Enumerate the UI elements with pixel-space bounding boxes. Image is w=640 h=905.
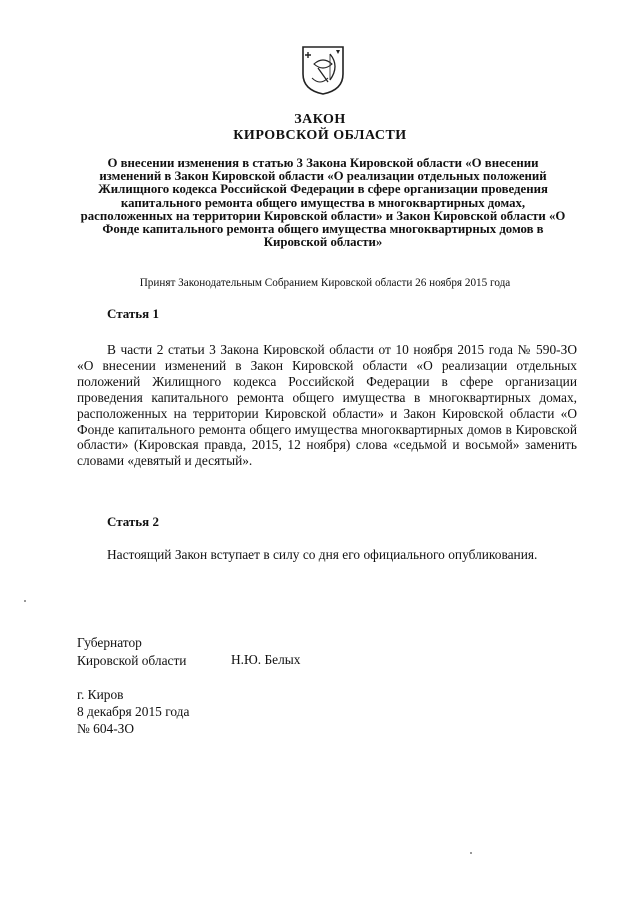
- signatory-name: Н.Ю. Белых: [231, 652, 301, 667]
- article-2-heading: Статья 2: [107, 514, 159, 529]
- region-heading: КИРОВСКОЙ ОБЛАСТИ: [233, 128, 407, 143]
- article-2-body: Настоящий Закон вступает в силу со дня его официального опубликования.: [107, 547, 538, 562]
- article-1-body: В части 2 статьи 3 Закона Кировской области от 10 ноября 2015 года № 590-ЗО «О внесении изменений в Закон Кировской области «О реализации отдельных положений Жилищного кодекса Российской Федерации в сфере организации проведения капитального ремонта общего имущества в многоквартирных домах, расположенных на территории Кировской области» и Закон Кировской области «О Фонде капитального ремонта общего имущества многоквартирных домов в Кировской области» (Кировская правда, 2015, 12 ноября) слова «седьмой и восьмой» заменить словами «девятый и десятый».: [77, 342, 577, 469]
- signatory-region: Кировской области: [77, 653, 187, 668]
- scan-speck: [24, 600, 26, 602]
- kirov-region-coat-of-arms-icon: [300, 44, 346, 96]
- signatory-title: Губернатор: [77, 635, 142, 650]
- law-title: О внесении изменения в статью 3 Закона Кировской области «О внесении изменений в Закон Кировской области «О реализации отдельных положений Жилищного кодекса Российской Федерации в сфере организации проведения капитального ремонта общего имущества в многоквартирных домах, расположенных на территории Кировской области» и Закон Кировской области «О Фонде капитального ремонта общего имущества многоквартирных домов в Кировской области»: [80, 156, 566, 250]
- signing-place: г. Киров: [77, 687, 124, 702]
- article-1-text: [77, 342, 577, 469]
- law-number: № 604-ЗО: [77, 721, 135, 736]
- scan-speck: [470, 852, 472, 854]
- law-heading: ЗАКОН: [294, 112, 346, 127]
- adoption-note: Принят Законодательным Собранием Кировской области 26 ноября 2015 года: [139, 277, 511, 289]
- signing-date: 8 декабря 2015 года: [77, 704, 190, 719]
- article-1-heading: Статья 1: [107, 306, 159, 321]
- article-2-text: [77, 547, 577, 563]
